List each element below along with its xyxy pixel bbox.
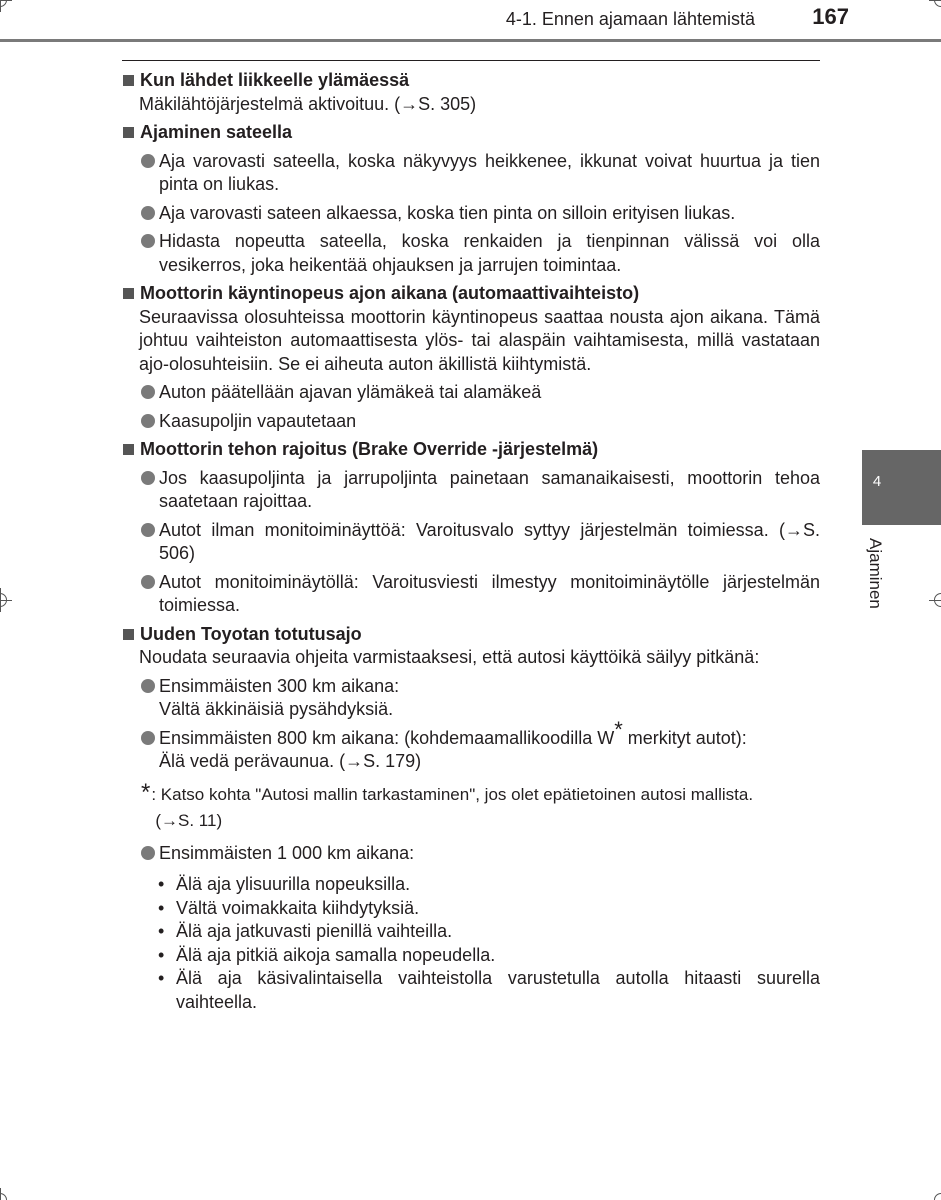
circle-bullet-icon: [141, 679, 155, 693]
circle-bullet-icon: [141, 414, 155, 428]
circle-bullet-icon: [141, 154, 155, 168]
dot-bullet: •: [158, 944, 165, 965]
sub-list-item: • Vältä voimakkaita kiihdytyksiä.: [158, 897, 820, 921]
circle-bullet-icon: [141, 471, 155, 485]
sub-list-item: • Älä aja ylisuurilla nopeuksilla.: [158, 873, 820, 897]
registration-mark-mid-right: [929, 588, 941, 612]
section-paragraph: Mäkilähtöjärjestelmä aktivoituu. (→S. 305): [139, 93, 477, 114]
dot-bullet: •: [158, 921, 165, 941]
sub-list-item: • Älä aja pitkiä aikoja samalla nopeudella.: [158, 944, 820, 968]
list-item: Ensimmäisten 300 km aikana: Vältä äkkinäisiä pysähdyksiä.: [122, 675, 820, 722]
circle-bullet-icon: [141, 234, 155, 248]
dot-bullet: •: [158, 874, 165, 894]
footnote-asterisk: *: [141, 778, 151, 806]
content-rule: [122, 60, 820, 61]
list-item: Hidasta nopeutta sateella, koska renkaiden ja tienpinnan välissä voi olla vesikerros, joka heikentää ohjauksen ja jarrujen toimintaa.: [122, 230, 820, 277]
registration-mark-bottom-left: [0, 1188, 12, 1200]
square-bullet-icon: [123, 288, 134, 299]
list-item: Autot ilman monitoiminäyttöä: Varoitusvalo syttyy järjestelmän toimiessa. (→S. 506): [122, 519, 820, 566]
list-item: Ensimmäisten 1 000 km aikana:: [122, 842, 820, 866]
footnote: * : Katso kohta "Autosi mallin tarkastaminen", jos olet epätietoinen autosi mallista. (→S. 11): [122, 782, 820, 834]
circle-bullet-icon: [141, 385, 155, 399]
header-rule: [0, 39, 941, 42]
square-bullet-icon: [123, 127, 134, 138]
section-heading: Kun lähdet liikkeelle ylämäessä: [122, 69, 820, 93]
section-heading: Moottorin tehon rajoitus (Brake Override -järjestelmä): [122, 438, 820, 462]
square-bullet-icon: [123, 629, 134, 640]
registration-mark-top-left: [0, 0, 12, 12]
section-heading: Ajaminen sateella: [122, 121, 820, 145]
sub-list-item: • Älä aja jatkuvasti pienillä vaihteilla.: [158, 920, 820, 944]
circle-bullet-icon: [141, 206, 155, 220]
circle-bullet-icon: [141, 731, 155, 745]
registration-mark-bottom-right: [929, 1188, 941, 1200]
list-item: Aja varovasti sateella, koska näkyvyys heikkenee, ikkunat voivat huurtua ja tien pinta on liukas.: [122, 150, 820, 197]
list-item: Aja varovasti sateen alkaessa, koska tien pinta on silloin erityisen liukas.: [122, 202, 820, 226]
sub-list: [122, 873, 820, 1014]
circle-bullet-icon: [141, 523, 155, 537]
list-item: Ensimmäisten 800 km aikana: (kohdemaamallikoodilla W* merkityt autot): Älä vedä perävaunua. (→S. 179): [122, 727, 820, 774]
square-bullet-icon: [123, 75, 134, 86]
registration-mark-mid-left: [0, 588, 12, 612]
asterisk-mark: *: [614, 716, 623, 742]
dot-bullet: •: [158, 968, 165, 988]
registration-mark-top-right: [929, 0, 941, 12]
circle-bullet-icon: [141, 846, 155, 860]
sub-list-item: • Älä aja käsivalintaisella vaihteistolla varustetulla autolla hitaasti suurella vaihteella.: [158, 967, 820, 1014]
chapter-number: 4: [872, 473, 882, 490]
page-number: 167: [812, 4, 849, 29]
list-item: Autot monitoiminäytöllä: Varoitusviesti ilmestyy monitoiminäytölle järjestelmän toimiessa.: [122, 571, 820, 618]
section-paragraph: Seuraavissa olosuhteissa moottorin käyntinopeus saattaa nousta ajon aikana. Tämä johtuu vaihteiston automaattisesta ylös- tai alaspäin vaihtamisesta, millä vastataan ajo-olosuhteisiin. Se ei aiheuta auton äkillistä kiihtymistä.: [139, 306, 820, 374]
page-content: [122, 64, 820, 1014]
section-title: 4-1. Ennen ajamaan lähtemistä: [505, 9, 755, 29]
list-item: Jos kaasupoljinta ja jarrupoljinta painetaan samanaikaisesti, moottorin tehoa saatetaan rajoittaa.: [122, 467, 820, 514]
section-heading: Moottorin käyntinopeus ajon aikana (automaattivaihteisto): [122, 282, 820, 306]
dot-bullet: •: [158, 897, 165, 918]
section-paragraph: Noudata seuraavia ohjeita varmistaaksesi, että autosi käyttöikä säilyy pitkänä:: [139, 647, 760, 667]
list-item: Auton päätellään ajavan ylämäkeä tai alamäkeä: [122, 381, 820, 405]
circle-bullet-icon: [141, 575, 155, 589]
square-bullet-icon: [123, 444, 134, 455]
section-heading: Uuden Toyotan totutusajo: [122, 623, 820, 647]
list-item: Kaasupoljin vapautetaan: [122, 410, 820, 434]
